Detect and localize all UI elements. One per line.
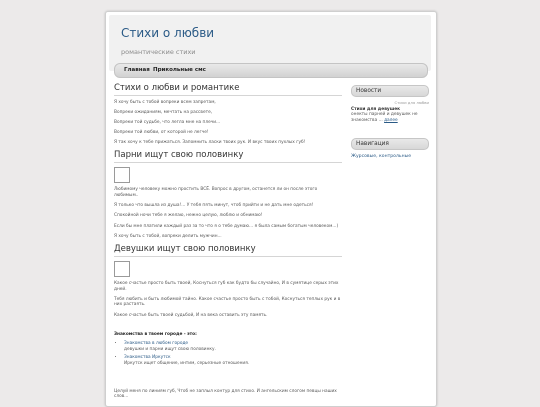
post-line: Вопреки ожиданиям, мечтать на рассвете, bbox=[114, 110, 213, 116]
site-title[interactable]: Стихи о любви bbox=[121, 26, 215, 40]
post-line: Любимому человеку можно простить ВСЁ. Вопрос в другом, останется ли он после этого любимым.. bbox=[114, 187, 318, 199]
post-line: Вопреки той любви, от которой не легче! bbox=[114, 130, 209, 136]
news-item-text: онекты парней и девушек не знакомства ... bbox=[351, 112, 418, 123]
post-title-love[interactable]: Стихи о любви и романтике bbox=[114, 83, 342, 96]
page-container bbox=[105, 11, 437, 407]
post-line: Тебя любить и быть любимой тайно. Какое счастье просто быть с тобой, Коснуться теплых рук и в них растаять. bbox=[114, 296, 341, 308]
post-thumbnail[interactable] bbox=[114, 167, 130, 183]
post-line: Вопреки той судьбе, что легла мне на плечи... bbox=[114, 120, 221, 126]
dating-desc: девушки и парни ищут свою половинку. bbox=[124, 347, 216, 353]
dating-link-irkutsk[interactable]: Знакомства Иркутск bbox=[124, 354, 171, 360]
post-line: Если бы мне платили каждый раз за то что я о тебе думаю... я была самым богатым человеком...) bbox=[114, 223, 339, 229]
sidebar-news-heading: Новости bbox=[351, 85, 429, 97]
news-more-link[interactable]: далее bbox=[384, 117, 398, 123]
dating-desc: Иркутск ищет общение, интим, серьезные отношения. bbox=[124, 360, 250, 366]
main-content bbox=[114, 81, 342, 407]
post-line: Я хочу быть с тобой, вопреки делить мужчин... bbox=[114, 233, 222, 239]
news-item-title[interactable]: Стихи для девушек bbox=[351, 107, 401, 112]
list-item bbox=[124, 355, 342, 367]
post-line: Я хочу быть с тобой вопреки всем запретам, bbox=[114, 100, 216, 105]
nav-item-sms[interactable]: Прикольные смс bbox=[153, 67, 206, 73]
sidebar-nav-heading: Навигация bbox=[351, 138, 429, 150]
post-line: Целуй меня по линиям губ, Чтоб не заплыл контур для стихо. И ангельским слогом певцы наших слов... bbox=[114, 388, 337, 400]
dating-list bbox=[124, 341, 342, 366]
nav-item-home[interactable]: Главная bbox=[124, 67, 150, 73]
dating-link-any-city[interactable]: Знакомства в любом городе bbox=[124, 341, 189, 347]
list-item bbox=[124, 341, 342, 353]
main-nav bbox=[114, 63, 428, 78]
site-description: романтические стихи bbox=[121, 48, 196, 56]
post-line: Какое счастье быть твоей судьбой, И на века оставить эту память. bbox=[114, 312, 268, 318]
news-item-body bbox=[351, 112, 429, 124]
dating-heading: Знакомства в твоем городе - это: bbox=[114, 332, 197, 338]
post-title-girls[interactable]: Девушки ищут свою половинку bbox=[114, 244, 342, 257]
post-line: Спокойной ночи тебе я желаю, нежно целую, люблю и обнимаю! bbox=[114, 213, 263, 219]
sidebar-nav-link[interactable]: Журсовые, контрольные bbox=[351, 153, 412, 159]
news-date: Стихи для любви bbox=[394, 100, 429, 105]
post-line: Какое счастье просто быть твоей, Коснуться губ как будто бы случайно, И в сумятице серых этих дней. bbox=[114, 280, 339, 292]
post-line: Я только что вышла из душа!... У тебя пять минут, чтоб прийти и не дать мне одеться! bbox=[114, 203, 314, 209]
sidebar bbox=[351, 85, 429, 159]
post-title-guys[interactable]: Парни ищут свою половинку bbox=[114, 150, 342, 163]
post-thumbnail[interactable] bbox=[114, 261, 130, 277]
post-line: Я так хочу к тебе прижаться. Запомнить ласки твоих рук. И вкус твоих пухлых губ! bbox=[114, 140, 306, 146]
